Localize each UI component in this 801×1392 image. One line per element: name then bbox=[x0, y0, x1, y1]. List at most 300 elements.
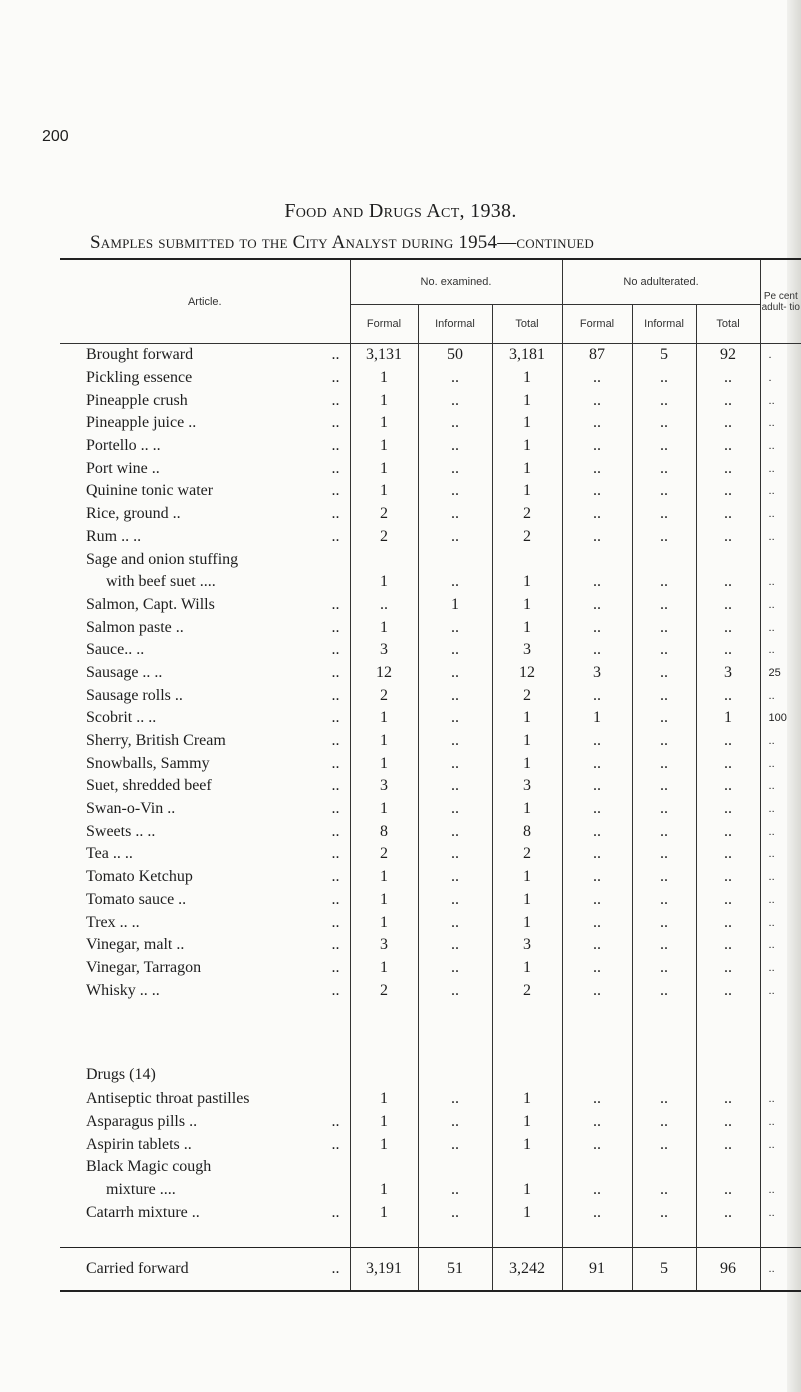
article-label: Suet, shredded beef bbox=[86, 777, 212, 795]
cell-ai: .. bbox=[632, 707, 696, 730]
leader-dots: .. bbox=[331, 618, 340, 636]
table-row bbox=[60, 820, 801, 843]
cell-ei: .. bbox=[418, 957, 492, 980]
cell-et: 1 bbox=[492, 957, 562, 980]
table-row bbox=[60, 1156, 801, 1179]
cell-et: 2 bbox=[492, 979, 562, 1002]
cell-ef: 1 bbox=[350, 367, 418, 390]
cell-at: .. bbox=[696, 730, 760, 753]
leader-dots: .. bbox=[331, 437, 340, 455]
cell-ei: .. bbox=[418, 389, 492, 412]
cell-at: .. bbox=[696, 911, 760, 934]
cell-percent: .. bbox=[768, 735, 775, 748]
cell-af: .. bbox=[562, 934, 632, 957]
article-cell bbox=[60, 389, 350, 412]
cell-at bbox=[696, 1156, 760, 1179]
leader-dots: .. bbox=[331, 981, 340, 999]
table-row bbox=[60, 1111, 801, 1134]
article-label: Sage and onion stuffing bbox=[86, 550, 239, 568]
cell-at: .. bbox=[696, 843, 760, 866]
carried-forward-row bbox=[60, 1247, 801, 1291]
cell-ef: 1 bbox=[350, 389, 418, 412]
cell-ef: 1 bbox=[350, 730, 418, 753]
cell-et: 2 bbox=[492, 843, 562, 866]
cell-af: .. bbox=[562, 775, 632, 798]
article-cell bbox=[60, 820, 350, 843]
cell-ef: 3 bbox=[350, 934, 418, 957]
cell-ef: 2 bbox=[350, 684, 418, 707]
cell-at: .. bbox=[696, 571, 760, 594]
article-label: Pineapple juice .. bbox=[86, 414, 197, 432]
cell-at: .. bbox=[696, 594, 760, 617]
article-cell bbox=[60, 752, 350, 775]
article-cell bbox=[60, 480, 350, 503]
cell-at: .. bbox=[696, 684, 760, 707]
cell-percent: 25 bbox=[768, 666, 781, 679]
cell-percent: .. bbox=[768, 394, 775, 407]
cell-ai: .. bbox=[632, 1088, 696, 1111]
cell-at: .. bbox=[696, 1111, 760, 1134]
cell-af: .. bbox=[562, 435, 632, 458]
cell-af: .. bbox=[562, 730, 632, 753]
article-cell bbox=[60, 957, 350, 980]
cell-percent: .. bbox=[768, 916, 775, 929]
cell-at: .. bbox=[696, 957, 760, 980]
cell-et: 1 bbox=[492, 571, 562, 594]
table-row bbox=[60, 775, 801, 798]
cell-ai: .. bbox=[632, 979, 696, 1002]
cell-at: .. bbox=[696, 1088, 760, 1111]
cell-et: 8 bbox=[492, 820, 562, 843]
cell-ai: .. bbox=[632, 662, 696, 685]
page-title: Food and Drugs Act, 1938. bbox=[284, 200, 517, 222]
cell-ei: .. bbox=[418, 979, 492, 1002]
cell-percent: .. bbox=[768, 576, 775, 589]
cell-ai: .. bbox=[632, 457, 696, 480]
section-spacer bbox=[60, 1002, 801, 1062]
article-label: Black Magic cough bbox=[86, 1158, 212, 1176]
cell-percent: .. bbox=[768, 621, 775, 634]
article-label: Sherry, British Cream bbox=[86, 732, 226, 750]
article-label: Salmon, Capt. Wills bbox=[86, 595, 215, 613]
cell-ei: .. bbox=[418, 752, 492, 775]
article-label: Rum .. .. bbox=[86, 527, 142, 545]
article-cell bbox=[60, 979, 350, 1002]
article-label: Tea .. .. bbox=[86, 845, 133, 863]
article-label: Tomato Ketchup bbox=[86, 868, 193, 886]
cell-ef: 3 bbox=[350, 639, 418, 662]
leader-dots: .. bbox=[331, 505, 340, 523]
cell-ai: 5 bbox=[632, 344, 696, 367]
article-label: Snowballs, Sammy bbox=[86, 754, 210, 772]
cell-af bbox=[562, 1156, 632, 1179]
article-label: Sweets .. .. bbox=[86, 822, 156, 840]
cell-ai: .. bbox=[632, 571, 696, 594]
cell-at: .. bbox=[696, 1179, 760, 1202]
leader-dots: .. bbox=[331, 754, 340, 772]
cell-percent: .. bbox=[768, 462, 775, 475]
cell-ef bbox=[350, 1156, 418, 1179]
cell-at: .. bbox=[696, 480, 760, 503]
cell-percent: .. bbox=[768, 417, 775, 430]
leader-dots: .. bbox=[331, 663, 340, 681]
leader-dots: .. bbox=[331, 958, 340, 976]
cell-et: 1 bbox=[492, 866, 562, 889]
cell-ai: .. bbox=[632, 843, 696, 866]
cell-ei: .. bbox=[418, 1088, 492, 1111]
cell-ei: .. bbox=[418, 616, 492, 639]
cell-af bbox=[562, 548, 632, 571]
cell-ei: .. bbox=[418, 1179, 492, 1202]
cell-af: .. bbox=[562, 367, 632, 390]
leader-dots: .. bbox=[331, 913, 340, 931]
article-cell bbox=[60, 457, 350, 480]
blank-row bbox=[60, 1224, 801, 1247]
cell-ef: 1 bbox=[350, 457, 418, 480]
cell-af: .. bbox=[562, 594, 632, 617]
cell-percent: .. bbox=[768, 757, 775, 770]
cell-af: 91 bbox=[562, 1247, 632, 1291]
table-row bbox=[60, 889, 801, 912]
cell-ef bbox=[350, 548, 418, 571]
leader-dots: .. bbox=[331, 346, 340, 364]
header-total-adulterated: Total bbox=[696, 305, 760, 344]
header-total-examined: Total bbox=[492, 305, 562, 344]
leader-dots: .. bbox=[331, 595, 340, 613]
cell-percent bbox=[760, 548, 801, 571]
cell-ei: 1 bbox=[418, 594, 492, 617]
article-cell bbox=[60, 594, 350, 617]
cell-ef: 1 bbox=[350, 412, 418, 435]
cell-ei: 51 bbox=[418, 1247, 492, 1291]
table-row bbox=[60, 616, 801, 639]
cell-af: .. bbox=[562, 571, 632, 594]
cell-et: 1 bbox=[492, 707, 562, 730]
cell-ef: 3,131 bbox=[350, 344, 418, 367]
cell-ei: .. bbox=[418, 798, 492, 821]
cell-ef: 1 bbox=[350, 957, 418, 980]
cell-at bbox=[696, 548, 760, 571]
table-row bbox=[60, 457, 801, 480]
cell-at: .. bbox=[696, 412, 760, 435]
cell-af: 3 bbox=[562, 662, 632, 685]
cell-ai: .. bbox=[632, 752, 696, 775]
cell-af: .. bbox=[562, 684, 632, 707]
article-label: with beef suet .. bbox=[106, 573, 208, 591]
cell-ei: .. bbox=[418, 730, 492, 753]
article-label: Scobrit .. .. bbox=[86, 709, 157, 727]
cell-percent: .. bbox=[768, 780, 775, 793]
table-row bbox=[60, 957, 801, 980]
cell-ai: .. bbox=[632, 957, 696, 980]
cell-at: .. bbox=[696, 775, 760, 798]
cell-percent: .. bbox=[768, 825, 775, 838]
cell-et: 1 bbox=[492, 1111, 562, 1134]
article-cell bbox=[60, 1111, 350, 1134]
cell-percent: .. bbox=[768, 644, 775, 657]
cell-at: .. bbox=[696, 1201, 760, 1224]
cell-et: 1 bbox=[492, 1179, 562, 1202]
leader-dots: .. bbox=[331, 1259, 340, 1277]
cell-at: .. bbox=[696, 979, 760, 1002]
cell-ef: 2 bbox=[350, 843, 418, 866]
article-cell bbox=[60, 684, 350, 707]
cell-at: .. bbox=[696, 1133, 760, 1156]
article-label: mixture .. bbox=[106, 1181, 168, 1199]
cell-ai: .. bbox=[632, 594, 696, 617]
header-adulterated: No adulterated. bbox=[562, 259, 760, 305]
cell-ef: 1 bbox=[350, 1179, 418, 1202]
leader-dots: .. bbox=[331, 800, 340, 818]
cell-at: .. bbox=[696, 798, 760, 821]
cell-et: 12 bbox=[492, 662, 562, 685]
article-label: Tomato sauce .. bbox=[86, 890, 187, 908]
leader-dots: .. bbox=[331, 822, 340, 840]
article-label: Pineapple crush bbox=[86, 391, 188, 409]
drugs-section-row bbox=[60, 1062, 801, 1088]
table-row bbox=[60, 639, 801, 662]
leader-dots: .. bbox=[331, 936, 340, 954]
cell-af: .. bbox=[562, 480, 632, 503]
article-cell bbox=[60, 707, 350, 730]
leader-dots: .. bbox=[331, 1135, 340, 1153]
cell-ai: .. bbox=[632, 1201, 696, 1224]
cell-et: 1 bbox=[492, 1133, 562, 1156]
article-cell bbox=[60, 548, 350, 571]
leader-dots: .. bbox=[331, 845, 340, 863]
cell-et: 1 bbox=[492, 616, 562, 639]
article-cell bbox=[60, 503, 350, 526]
article-cell bbox=[60, 798, 350, 821]
cell-af: .. bbox=[562, 752, 632, 775]
table-row bbox=[60, 412, 801, 435]
cell-ef: 12 bbox=[350, 662, 418, 685]
cell-percent: .. bbox=[768, 893, 775, 906]
cell-et: 1 bbox=[492, 389, 562, 412]
cell-ef: 1 bbox=[350, 571, 418, 594]
cell-percent: .. bbox=[768, 440, 775, 453]
cell-percent: .. bbox=[768, 1138, 775, 1151]
cell-et: 3 bbox=[492, 639, 562, 662]
cell-et: 3,181 bbox=[492, 344, 562, 367]
cell-ei: .. bbox=[418, 843, 492, 866]
cell-ai: .. bbox=[632, 775, 696, 798]
cell-af: .. bbox=[562, 526, 632, 549]
cell-percent: .. bbox=[768, 1093, 775, 1106]
cell-at: 92 bbox=[696, 344, 760, 367]
cell-ef: 1 bbox=[350, 866, 418, 889]
leader-dots: .. bbox=[207, 573, 216, 591]
leader-dots: .. bbox=[331, 459, 340, 477]
cell-percent: .. bbox=[768, 1184, 775, 1197]
cell-et: 1 bbox=[492, 730, 562, 753]
cell-ef: 1 bbox=[350, 707, 418, 730]
cell-ef: 1 bbox=[350, 752, 418, 775]
leader-dots: .. bbox=[331, 1112, 340, 1130]
cell-ef: 8 bbox=[350, 820, 418, 843]
table-row bbox=[60, 843, 801, 866]
leader-dots: .. bbox=[331, 482, 340, 500]
leader-dots: .. bbox=[331, 1203, 340, 1221]
cell-ai: .. bbox=[632, 435, 696, 458]
cell-ei: .. bbox=[418, 1133, 492, 1156]
article-cell bbox=[60, 911, 350, 934]
cell-et: 3,242 bbox=[492, 1247, 562, 1291]
cell-ai: .. bbox=[632, 412, 696, 435]
leader-dots: .. bbox=[331, 414, 340, 432]
cell-ei: .. bbox=[418, 820, 492, 843]
cell-percent: .. bbox=[768, 848, 775, 861]
cell-et: 3 bbox=[492, 775, 562, 798]
cell-percent: .. bbox=[768, 689, 775, 702]
cell-et: 1 bbox=[492, 480, 562, 503]
cell-ei bbox=[418, 1156, 492, 1179]
header-article: Article. bbox=[60, 259, 350, 344]
cell-percent: 100 bbox=[768, 712, 787, 725]
cell-et: 1 bbox=[492, 1201, 562, 1224]
article-cell bbox=[60, 344, 350, 367]
table-row bbox=[60, 752, 801, 775]
article-cell bbox=[60, 1247, 350, 1291]
cell-ei: .. bbox=[418, 866, 492, 889]
cell-af: .. bbox=[562, 412, 632, 435]
cell-ef: 1 bbox=[350, 1111, 418, 1134]
table-row bbox=[60, 571, 801, 594]
cell-ef: 1 bbox=[350, 911, 418, 934]
table-body bbox=[60, 344, 801, 1291]
page-number: 200 bbox=[42, 128, 69, 145]
article-cell bbox=[60, 1156, 350, 1179]
article-label: Brought forward bbox=[86, 346, 194, 364]
cell-ef: 3 bbox=[350, 775, 418, 798]
drugs-heading: Drugs (14) bbox=[60, 1062, 350, 1088]
article-cell bbox=[60, 1133, 350, 1156]
page-subtitle: Samples submitted to the City Analyst during 1954—continued bbox=[90, 232, 595, 253]
cell-percent: . bbox=[768, 372, 772, 385]
article-label: Sauce.. .. bbox=[86, 641, 145, 659]
cell-ef: 1 bbox=[350, 1088, 418, 1111]
article-label: Rice, ground .. bbox=[86, 505, 181, 523]
cell-at: .. bbox=[696, 639, 760, 662]
cell-ai bbox=[632, 1156, 696, 1179]
table-row bbox=[60, 1201, 801, 1224]
header-examined: No. examined. bbox=[350, 259, 562, 305]
header-percent: Pe cent adult- tio bbox=[760, 259, 801, 344]
cell-ei: .. bbox=[418, 435, 492, 458]
cell-ai: .. bbox=[632, 367, 696, 390]
article-cell bbox=[60, 435, 350, 458]
cell-et: 1 bbox=[492, 911, 562, 934]
cell-af: .. bbox=[562, 1088, 632, 1111]
cell-af: .. bbox=[562, 1133, 632, 1156]
article-cell bbox=[60, 889, 350, 912]
table-row bbox=[60, 662, 801, 685]
leader-dots: .. bbox=[331, 777, 340, 795]
cell-af: 1 bbox=[562, 707, 632, 730]
leader-dots: .. bbox=[331, 641, 340, 659]
cell-et: 1 bbox=[492, 798, 562, 821]
cell-et: 1 bbox=[492, 435, 562, 458]
cell-at: .. bbox=[696, 889, 760, 912]
cell-ei: .. bbox=[418, 480, 492, 503]
cell-ef: 3,191 bbox=[350, 1247, 418, 1291]
cell-at: .. bbox=[696, 389, 760, 412]
table-row bbox=[60, 911, 801, 934]
cell-ef: 2 bbox=[350, 526, 418, 549]
table-row bbox=[60, 389, 801, 412]
table-row bbox=[60, 707, 801, 730]
cell-et: 1 bbox=[492, 594, 562, 617]
cell-et: 1 bbox=[492, 367, 562, 390]
article-cell bbox=[60, 526, 350, 549]
article-label: Carried forward bbox=[86, 1259, 189, 1277]
article-label: Whisky .. .. bbox=[86, 981, 160, 999]
cell-et: 1 bbox=[492, 889, 562, 912]
leader-dots: .. bbox=[331, 868, 340, 886]
table-row bbox=[60, 730, 801, 753]
article-cell bbox=[60, 843, 350, 866]
cell-af: .. bbox=[562, 911, 632, 934]
cell-et: 2 bbox=[492, 526, 562, 549]
table-row bbox=[60, 503, 801, 526]
cell-at: .. bbox=[696, 503, 760, 526]
cell-ai: .. bbox=[632, 798, 696, 821]
cell-at: .. bbox=[696, 367, 760, 390]
cell-ei: .. bbox=[418, 503, 492, 526]
cell-ei: .. bbox=[418, 684, 492, 707]
article-label: Port wine .. bbox=[86, 459, 160, 477]
cell-at: .. bbox=[696, 435, 760, 458]
cell-ai: .. bbox=[632, 820, 696, 843]
cell-af: .. bbox=[562, 389, 632, 412]
cell-et bbox=[492, 1156, 562, 1179]
cell-ai: .. bbox=[632, 730, 696, 753]
cell-percent: .. bbox=[760, 1247, 801, 1291]
cell-ei: .. bbox=[418, 662, 492, 685]
table-row bbox=[60, 1133, 801, 1156]
article-label: Catarrh mixture .. bbox=[86, 1203, 200, 1221]
article-cell bbox=[60, 1179, 350, 1202]
table-row bbox=[60, 526, 801, 549]
cell-ai: .. bbox=[632, 1133, 696, 1156]
table-row bbox=[60, 435, 801, 458]
article-label: Asparagus pills .. bbox=[86, 1112, 198, 1130]
cell-ai: .. bbox=[632, 1179, 696, 1202]
article-label: Salmon paste .. bbox=[86, 618, 184, 636]
header-informal-adulterated: Informal bbox=[632, 305, 696, 344]
table-row bbox=[60, 979, 801, 1002]
cell-et: 1 bbox=[492, 457, 562, 480]
cell-af: .. bbox=[562, 457, 632, 480]
cell-et bbox=[492, 548, 562, 571]
leader-dots: .. bbox=[331, 527, 340, 545]
cell-ef: .. bbox=[350, 594, 418, 617]
article-cell bbox=[60, 571, 350, 594]
leader-dots: .. bbox=[331, 709, 340, 727]
table-row bbox=[60, 367, 801, 390]
cell-ai: .. bbox=[632, 866, 696, 889]
cell-et: 3 bbox=[492, 934, 562, 957]
article-label: Aspirin tablets .. bbox=[86, 1135, 192, 1153]
cell-percent: .. bbox=[768, 530, 775, 543]
cell-af: .. bbox=[562, 820, 632, 843]
cell-at: 3 bbox=[696, 662, 760, 685]
cell-percent bbox=[760, 1156, 801, 1179]
leader-dots: .. bbox=[331, 890, 340, 908]
article-cell bbox=[60, 934, 350, 957]
cell-af: 87 bbox=[562, 344, 632, 367]
cell-ai: .. bbox=[632, 389, 696, 412]
